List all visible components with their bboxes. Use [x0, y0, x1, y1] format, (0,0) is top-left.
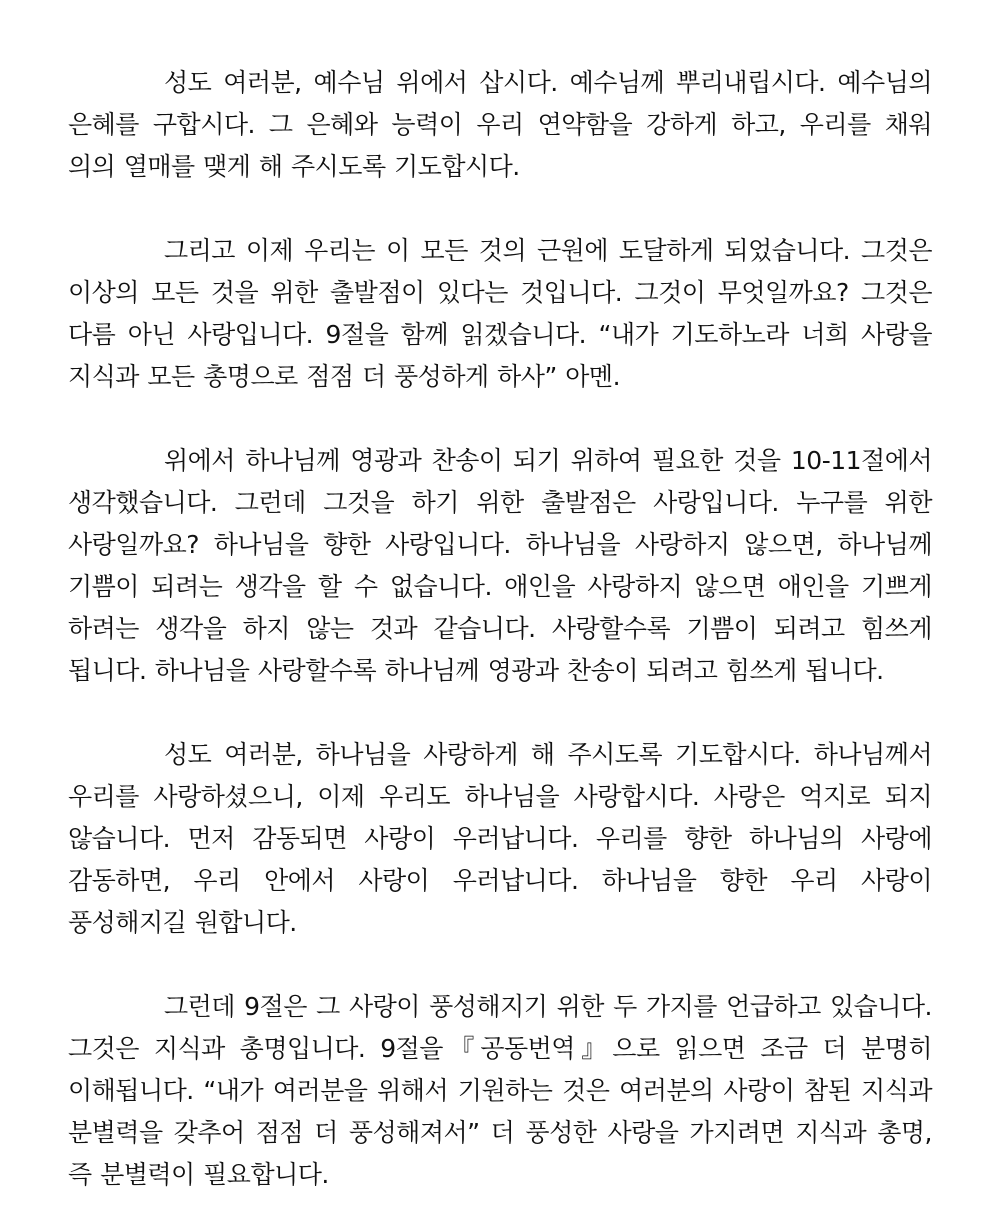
- paragraph-1: 성도 여러분, 예수님 위에서 삽시다. 예수님께 뿌리내립시다. 예수님의 은혜를 구합시다. 그 은혜와 능력이 우리 연약함을 강하게 하고, 우리를 채워 의의 열매를 맺게 해 주시도록 기도합시다.: [68, 68, 932, 181]
- document-page: [68, 62, 932, 1196]
- paragraph-5: 그런데 9절은 그 사랑이 풍성해지기 위한 두 가지를 언급하고 있습니다. 그것은 지식과 총명입니다. 9절을『공동번역』으로 읽으면 조금 더 분명히 이해됩니다. “내가 여러분을 위해서 기원하는 것은 여러분의 사랑이 참된 지식과 분별력을 갖추어 점점 더 풍성해져서” 더 풍성한 사랑을 가지려면 지식과 총명, 즉 분별력이 필요합니다.: [68, 992, 932, 1189]
- paragraph-3: 위에서 하나님께 영광과 찬송이 되기 위하여 필요한 것을 10-11절에서 생각했습니다. 그런데 그것을 하기 위한 출발점은 사랑입니다. 누구를 위한 사랑일까요? 하나님을 향한 사랑입니다. 하나님을 사랑하지 않으면, 하나님께 기쁨이 되려는 생각을 할 수 없습니다. 애인을 사랑하지 않으면 애인을 기쁘게 하려는 생각을 하지 않는 것과 같습니다. 사랑할수록 기쁨이 되려고 힘쓰게 됩니다. 하나님을 사랑할수록 하나님께 영광과 찬송이 되려고 힘쓰게 됩니다.: [68, 446, 932, 685]
- paragraph-2: 그리고 이제 우리는 이 모든 것의 근원에 도달하게 되었습니다. 그것은 이상의 모든 것을 위한 출발점이 있다는 것입니다. 그것이 무엇일까요? 그것은 다름 아닌 사랑입니다. 9절을 함께 읽겠습니다. “내가 기도하노라 너희 사랑을 지식과 모든 총명으로 점점 더 풍성하게 하사” 아멘.: [68, 236, 932, 391]
- paragraph-4: 성도 여러분, 하나님을 사랑하게 해 주시도록 기도합시다. 하나님께서 우리를 사랑하셨으니, 이제 우리도 하나님을 사랑합시다. 사랑은 억지로 되지 않습니다. 먼저 감동되면 사랑이 우러납니다. 우리를 향한 하나님의 사랑에 감동하면, 우리 안에서 사랑이 우러납니다. 하나님을 향한 우리 사랑이 풍성해지길 원합니다.: [68, 740, 932, 937]
